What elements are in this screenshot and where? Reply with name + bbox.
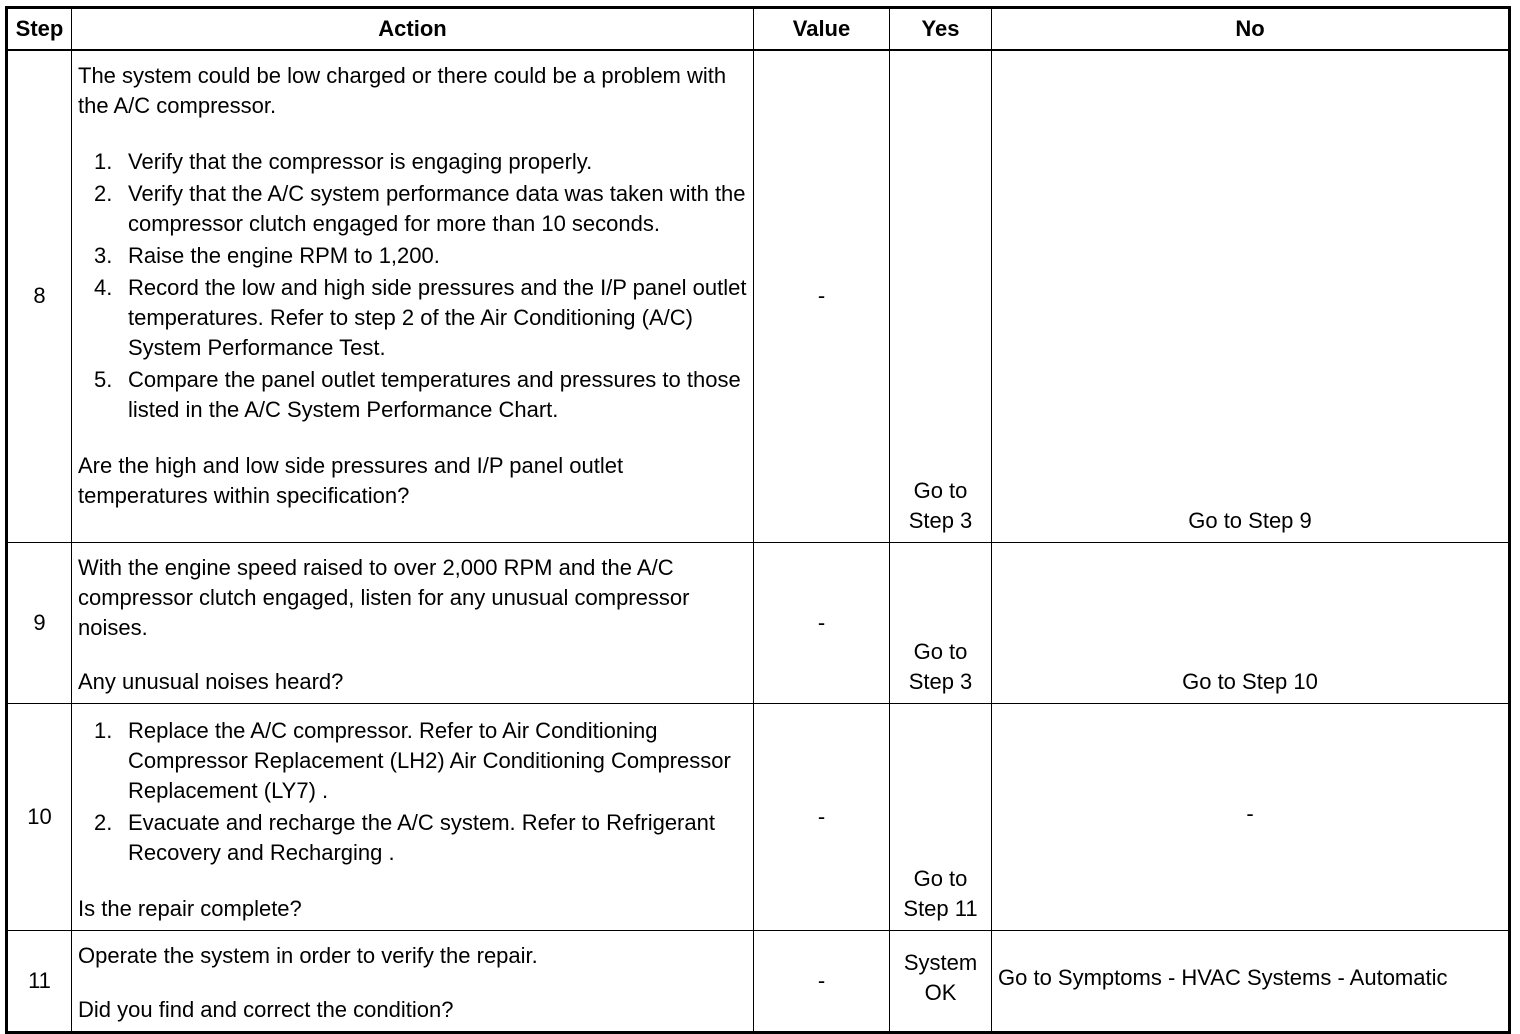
yes-cell [890,930,992,1032]
action-question: Are the high and low side pressures and I/P panel outlet temperatures within specification? [78,453,624,508]
yes-link[interactable]: Go to Step 3 [908,477,973,533]
action-intro: With the engine speed raised to over 2,000 RPM and the A/C compressor clutch engaged, listen for any unusual compressor noises. [78,554,690,640]
action-steps [78,147,747,425]
list-item: 3. Raise the engine RPM to 1,200. [94,243,440,268]
table-row-step-9 [7,542,1510,703]
header-action: Action [72,8,754,51]
step-number: 8 [7,50,72,542]
no-cell [992,542,1510,703]
action-intro: Operate the system in order to verify the repair. [78,942,538,968]
no-link[interactable]: Go to Step 10 [1182,668,1318,694]
step-number: 11 [7,930,72,1032]
header-row [7,8,1510,51]
list-item: 5. Compare the panel outlet temperatures and pressures to those listed in the A/C System Performance Chart. [94,367,741,422]
action-cell [72,542,754,703]
action-question: Any unusual noises heard? [78,668,344,694]
yes-cell [890,50,992,542]
step-number: 10 [7,703,72,930]
list-item: 1. Verify that the compressor is engaging properly. [94,149,593,174]
action-cell [72,50,754,542]
no-link[interactable]: Go to Step 9 [1188,507,1312,533]
no-cell: - [992,703,1510,930]
action-steps [78,716,747,868]
yes-link[interactable]: Go to Step 11 [903,865,978,921]
list-item: 2. Verify that the A/C system performance data was taken with the compressor clutch engaged for more than 10 seconds. [94,181,746,236]
yes-cell [890,703,992,930]
table-row-step-11 [7,930,1510,1032]
header-step: Step [7,8,72,51]
diagnostic-table [5,6,1511,1034]
action-cell [72,930,754,1032]
list-item: 4. Record the low and high side pressures and the I/P panel outlet temperatures. Refer to step 2 of the Air Conditioning (A/C) System Performance Test. [94,275,747,360]
yes-status: System OK [903,949,978,1005]
list-item: 2. Evacuate and recharge the A/C system. Refer to Refrigerant Recovery and Recharging . [94,809,715,865]
yes-link[interactable]: Go to Step 3 [908,638,973,694]
header-yes: Yes [890,8,992,51]
table-row-step-8 [7,50,1510,542]
value-cell: - [754,50,890,542]
table-row-step-10 [7,703,1510,930]
no-link[interactable]: Go to Symptoms - HVAC Systems - Automatic [998,964,1448,990]
list-item: 1. Replace the A/C compressor. Refer to Air Conditioning Compressor Replacement (LH2) Air Conditioning Compressor Replacement (LY7) . [94,717,731,803]
value-cell: - [754,930,890,1032]
no-cell [992,50,1510,542]
action-question: Did you find and correct the condition? [78,996,454,1022]
value-cell: - [754,542,890,703]
action-question: Is the repair complete? [78,895,302,921]
action-intro: The system could be low charged or there could be a problem with the A/C compressor. [78,63,727,118]
step-number: 9 [7,542,72,703]
yes-cell [890,542,992,703]
header-value: Value [754,8,890,51]
value-cell: - [754,703,890,930]
header-no: No [992,8,1510,51]
action-cell [72,703,754,930]
no-cell [992,930,1510,1032]
